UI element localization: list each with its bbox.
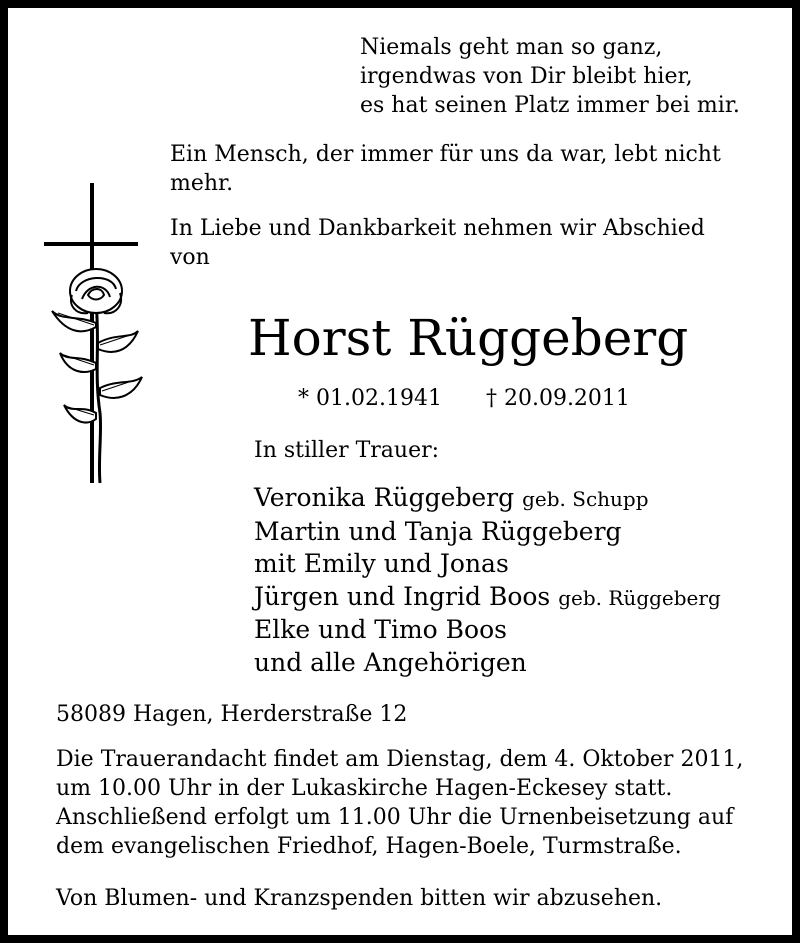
mourner-row [254,548,721,581]
mourner-name: Veronika Rüggeberg [254,483,515,512]
intro-text [170,140,740,288]
farewell-line: In Liebe und Dankbarkeit nehmen wir Abschied von [170,216,705,270]
maiden-name-note: geb. Schupp [522,487,649,511]
birth-date: * 01.02.1941 [298,386,442,411]
family-address: 58089 Hagen, Herderstraße 12 [56,702,408,727]
service-line: Die Trauerandacht findet am Dienstag, dem 4. Oktober 2011, [56,747,744,772]
service-details [56,745,786,861]
poem-line: Niemals geht man so ganz, [360,35,663,60]
mourner-name: Elke und Timo Boos [254,615,507,644]
mourner-row [254,516,721,549]
poem-line: es hat seinen Platz immer bei mir. [360,93,740,118]
mourner-row [254,647,721,680]
mourner-name: und alle Angehörigen [254,647,527,677]
mourners-list [254,482,721,679]
mourner-row [254,482,721,516]
service-line: um 10.00 Uhr in der Lukaskirche Hagen-Eckesey statt. [56,776,673,801]
mourner-name: Martin und Tanja Rüggeberg [254,516,622,546]
mourner-name: mit Emily und Jonas [254,549,509,578]
mourner-name: Jürgen und Ingrid Boos [254,581,551,611]
mourning-heading: In stiller Trauer: [254,438,440,463]
service-line: Anschließend erfolgt um 11.00 Uhr die Urnenbeisetzung auf [56,805,734,830]
poem [360,33,740,120]
mourner-row [254,581,721,615]
intro-line: Ein Mensch, der immer für uns da war, lebt nicht mehr. [170,142,721,196]
service-line: dem evangelischen Friedhof, Hagen-Boele, Turmstraße. [56,834,682,859]
poem-line: irgendwas von Dir bleibt hier, [360,64,693,89]
deceased-name: Horst Rüggeberg [248,309,689,367]
cross-with-rose-icon [38,183,148,488]
closing-request: Von Blumen- und Kranzspenden bitten wir abzusehen. [56,886,663,911]
obituary-notice [8,8,792,935]
maiden-name-note: geb. Rüggeberg [558,585,721,610]
death-date: † 20.09.2011 [485,386,630,411]
life-dates [298,384,630,414]
mourner-row [254,614,721,647]
